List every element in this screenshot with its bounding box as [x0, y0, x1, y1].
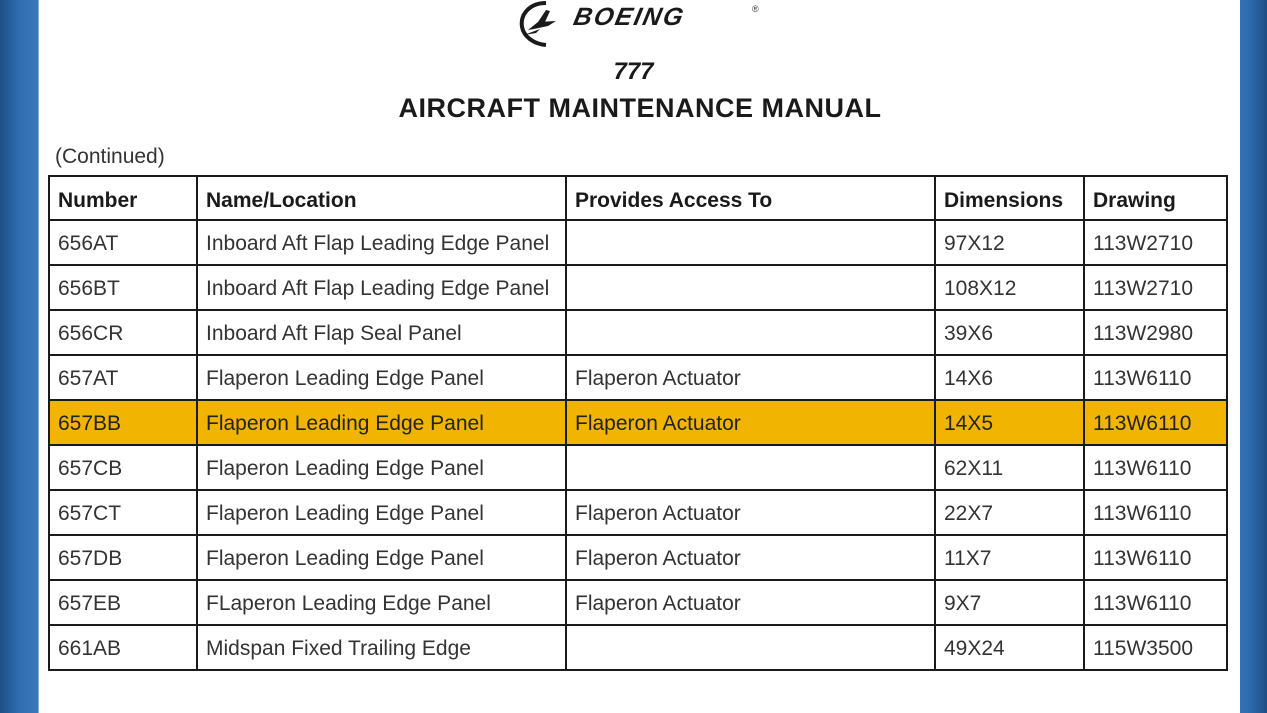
cell-drawing: 115W3500 [1084, 625, 1227, 670]
cell-dimensions: 108X12 [935, 265, 1084, 310]
column-header-dimensions: Dimensions [935, 176, 1084, 220]
cell-dimensions: 97X12 [935, 220, 1084, 265]
cell-drawing: 113W2710 [1084, 220, 1227, 265]
column-header-number: Number [49, 176, 197, 220]
cell-drawing: 113W6110 [1084, 400, 1227, 445]
cell-dimensions: 11X7 [935, 535, 1084, 580]
cell-name-location: Midspan Fixed Trailing Edge [197, 625, 566, 670]
cell-drawing: 113W2710 [1084, 265, 1227, 310]
cell-dimensions: 22X7 [935, 490, 1084, 535]
table-row [49, 580, 1227, 625]
cell-name-location: Flaperon Leading Edge Panel [197, 535, 566, 580]
cell-drawing: 113W6110 [1084, 580, 1227, 625]
cell-dimensions: 9X7 [935, 580, 1084, 625]
cell-number: 657DB [49, 535, 197, 580]
cell-provides-access: Flaperon Actuator [566, 580, 935, 625]
cell-dimensions: 14X5 [935, 400, 1084, 445]
cell-drawing: 113W6110 [1084, 445, 1227, 490]
table-row [49, 310, 1227, 355]
cell-name-location: Flaperon Leading Edge Panel [197, 400, 566, 445]
cell-provides-access: Flaperon Actuator [566, 355, 935, 400]
cell-drawing: 113W2980 [1084, 310, 1227, 355]
cell-provides-access: Flaperon Actuator [566, 400, 935, 445]
boeing-logo [516, 0, 766, 50]
cell-number: 656CR [49, 310, 197, 355]
cell-name-location: Flaperon Leading Edge Panel [197, 490, 566, 535]
manual-title: AIRCRAFT MAINTENANCE MANUAL [398, 93, 882, 123]
column-header-name-location: Name/Location [197, 176, 566, 220]
boeing-swoosh-icon [516, 0, 576, 50]
cell-provides-access [566, 310, 935, 355]
cell-number: 656AT [49, 220, 197, 265]
table-row [49, 400, 1227, 445]
aircraft-model: 777 [613, 58, 654, 85]
cell-number: 657CT [49, 490, 197, 535]
registered-mark: ® [752, 4, 759, 14]
cell-drawing: 113W6110 [1084, 535, 1227, 580]
cell-provides-access [566, 445, 935, 490]
cell-name-location: FLaperon Leading Edge Panel [197, 580, 566, 625]
cell-dimensions: 62X11 [935, 445, 1084, 490]
cell-provides-access: Flaperon Actuator [566, 490, 935, 535]
access-panel-table [48, 175, 1228, 671]
cell-name-location: Flaperon Leading Edge Panel [197, 355, 566, 400]
cell-drawing: 113W6110 [1084, 355, 1227, 400]
cell-drawing: 113W6110 [1084, 490, 1227, 535]
cell-number: 657AT [49, 355, 197, 400]
cell-name-location: Inboard Aft Flap Leading Edge Panel [197, 265, 566, 310]
cell-provides-access [566, 625, 935, 670]
logo-wordmark: BOEING [571, 3, 688, 31]
table-row [49, 220, 1227, 265]
cell-name-location: Inboard Aft Flap Seal Panel [197, 310, 566, 355]
table-row [49, 355, 1227, 400]
continued-label: (Continued) [55, 145, 165, 168]
table-row [49, 265, 1227, 310]
cell-dimensions: 14X6 [935, 355, 1084, 400]
cell-number: 657BB [49, 400, 197, 445]
table-row [49, 490, 1227, 535]
table-header-row [49, 176, 1227, 220]
cell-number: 661AB [49, 625, 197, 670]
table-row [49, 445, 1227, 490]
cell-number: 657CB [49, 445, 197, 490]
cell-dimensions: 39X6 [935, 310, 1084, 355]
column-header-drawing: Drawing [1084, 176, 1227, 220]
cell-provides-access [566, 220, 935, 265]
table-row [49, 535, 1227, 580]
cell-dimensions: 49X24 [935, 625, 1084, 670]
cell-number: 656BT [49, 265, 197, 310]
cell-provides-access: Flaperon Actuator [566, 535, 935, 580]
cell-name-location: Inboard Aft Flap Leading Edge Panel [197, 220, 566, 265]
table-row [49, 625, 1227, 670]
cell-name-location: Flaperon Leading Edge Panel [197, 445, 566, 490]
cell-number: 657EB [49, 580, 197, 625]
column-header-provides-access: Provides Access To [566, 176, 935, 220]
cell-provides-access [566, 265, 935, 310]
